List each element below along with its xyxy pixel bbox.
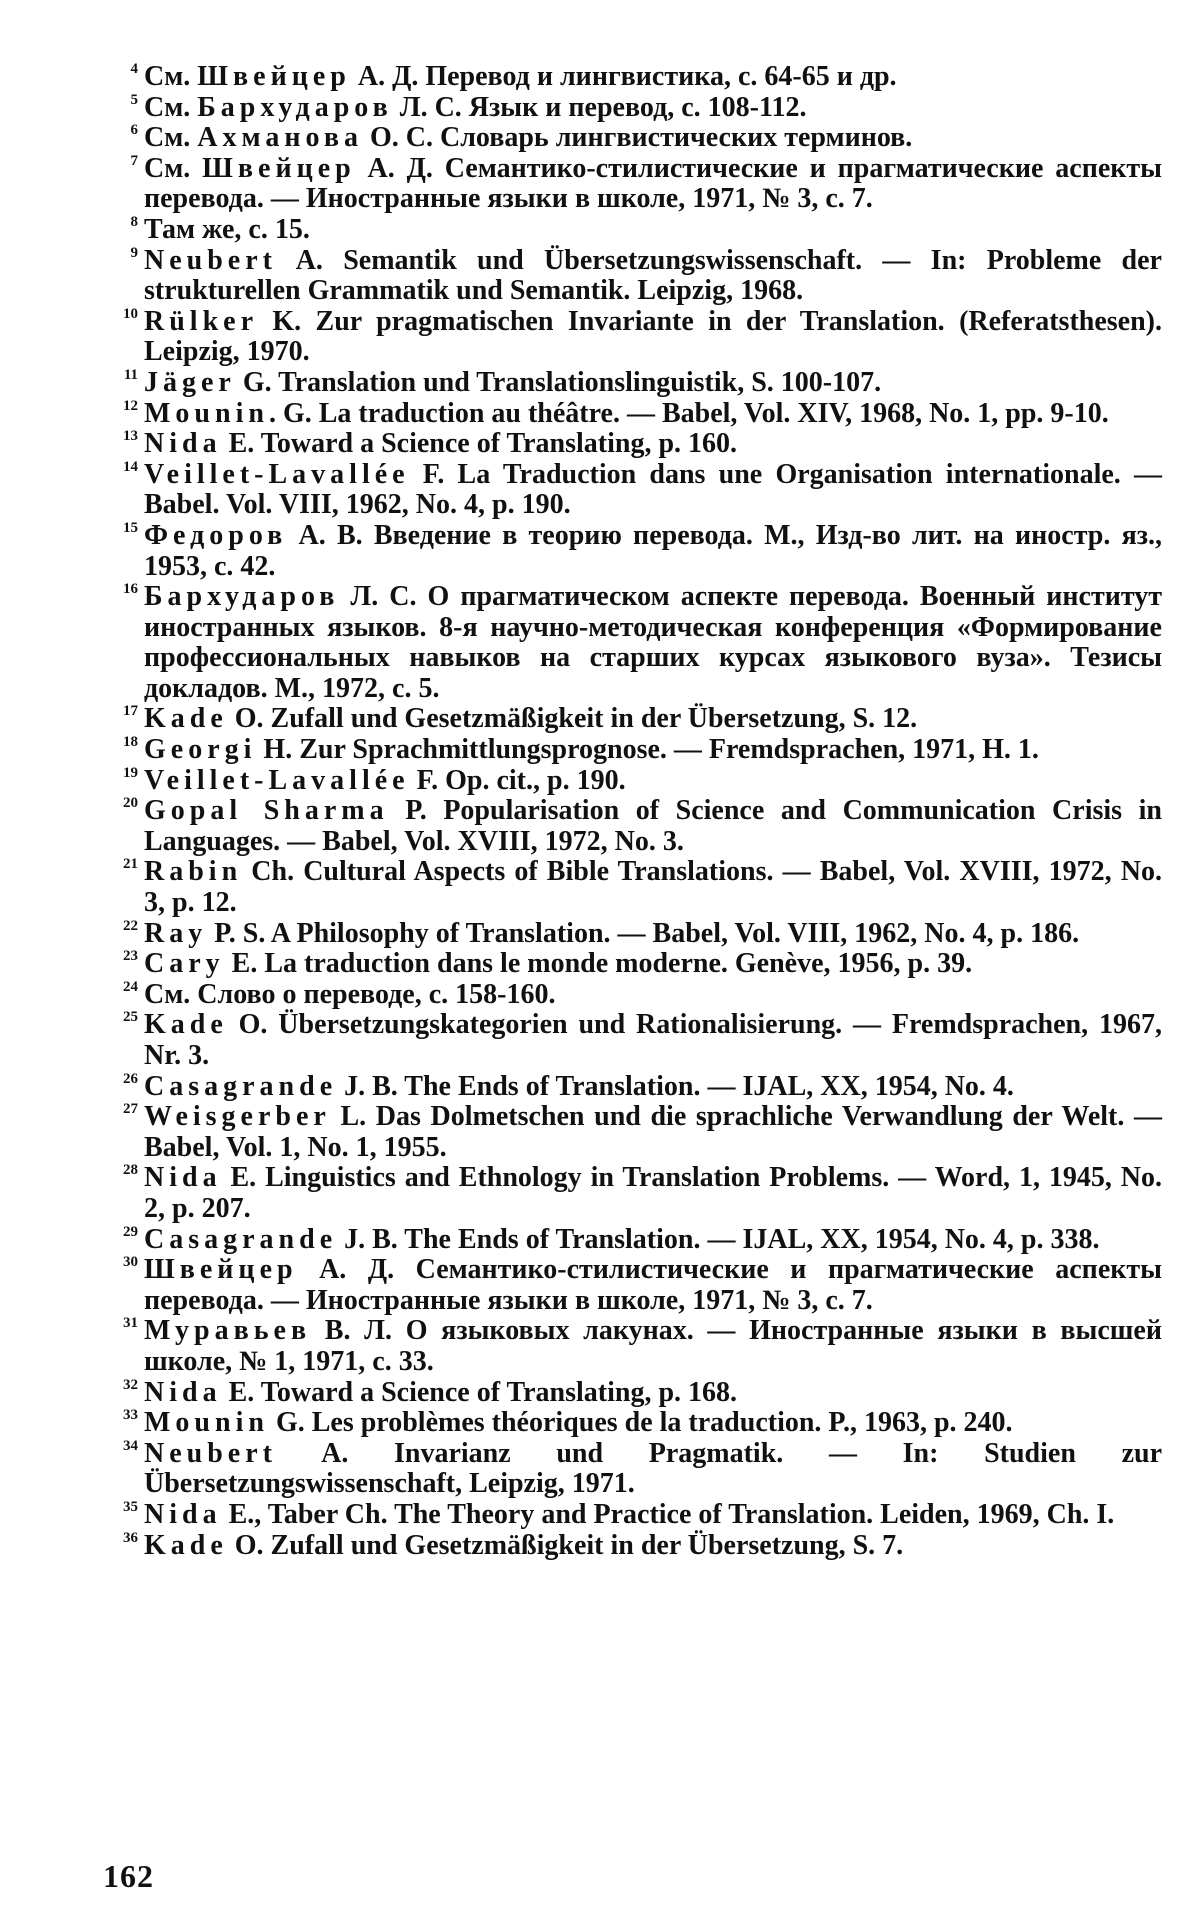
- footnote-number: 30: [123, 1254, 138, 1271]
- footnote-author: Nida: [144, 1498, 222, 1530]
- footnote-author: Weisgerber: [144, 1101, 331, 1133]
- footnote-item: [110, 1316, 1162, 1377]
- footnote-text: H. Zur Sprachmittlungsprognose. — Fremdsprachen, 1971, H. 1.: [256, 734, 1039, 766]
- footnote-text: В. Л. О языковых лакунах. — Иностранные языки в высшей школе, № 1, 1971, с. 33.: [144, 1315, 1162, 1377]
- footnote-text: F. La Traduction dans une Organisation internationale. — Babel. Vol. VIII, 1962, No. 4, p. 190.: [144, 458, 1162, 521]
- footnotes-page: [110, 62, 1162, 1561]
- footnote-text: E. La traduction dans le monde moderne. Genève, 1956, p. 39.: [224, 948, 973, 980]
- footnote-item: [110, 704, 1162, 735]
- footnote-author: Veillet-Lavallée: [144, 764, 410, 796]
- footnote-item: [110, 582, 1162, 704]
- footnote-item: [110, 93, 1162, 124]
- footnote-number: 34: [123, 1437, 138, 1454]
- footnote-number: 19: [123, 764, 138, 781]
- footnote-item: [110, 1102, 1162, 1163]
- footnote-text: J. B. The Ends of Translation. — IJAL, XX, 1954, No. 4, p. 338.: [337, 1223, 1100, 1255]
- footnote-number: 18: [123, 734, 138, 751]
- footnote-author: Cary: [144, 948, 225, 980]
- footnote-item: [110, 123, 1162, 154]
- footnote-author: Gopal Sharma: [144, 795, 389, 827]
- footnote-item: [110, 766, 1162, 797]
- footnote-text: K. Zur pragmatischen Invariante in der Translation. (Referatsthesen). Leipzig, 1970.: [144, 305, 1162, 368]
- footnote-author: Бархударов: [197, 91, 393, 123]
- footnote-text: Там же, с. 15.: [144, 213, 310, 245]
- footnote-text: E. Linguistics and Ethnology in Translation Problems. — Word, 1, 1945, No. 2, p. 207.: [144, 1162, 1162, 1224]
- footnote-text: A. Semantik und Übersetzungswissenschaft. — In: Probleme der strukturellen Grammatik und Semantik. Leipzig, 1968.: [144, 244, 1162, 307]
- footnote-text: E. Toward a Science of Translating, p. 168.: [221, 1376, 738, 1408]
- footnote-item: [110, 1439, 1162, 1500]
- footnote-author: Neubert: [144, 1437, 277, 1469]
- footnote-number: 21: [123, 856, 138, 873]
- footnote-author: Veillet-Lavallée: [144, 458, 410, 490]
- footnote-number: 36: [123, 1529, 138, 1546]
- footnote-text: P. S. A Philosophy of Translation. — Babel, Vol. VIII, 1962, No. 4, p. 186.: [207, 917, 1080, 949]
- footnote-list: [110, 62, 1162, 1561]
- footnote-text: А. Д. Перевод и лингвистика, с. 64-65 и др.: [350, 61, 897, 92]
- footnote-number: 23: [123, 948, 138, 965]
- footnote-number: 17: [123, 703, 138, 720]
- footnote-text: E., Taber Ch. The Theory and Practice of Translation. Leiden, 1969, Ch. I.: [221, 1498, 1115, 1530]
- footnote-item: [110, 154, 1162, 215]
- footnote-item: [110, 1378, 1162, 1409]
- footnote-item: [110, 980, 1162, 1011]
- footnote-number: 10: [123, 305, 138, 322]
- footnote-text: G. Les problèmes théoriques de la traduction. P., 1963, p. 240.: [268, 1407, 1013, 1439]
- footnote-text: О. С. Словарь лингвистических терминов.: [362, 122, 913, 154]
- footnote-number: 4: [130, 61, 138, 77]
- footnote-text: O. Zufall und Gesetzmäßigkeit in der Übersetzung, S. 7.: [227, 1529, 904, 1561]
- footnote-prefix: См.: [144, 122, 198, 154]
- footnote-text: J. B. The Ends of Translation. — IJAL, XX, 1954, No. 4.: [337, 1070, 1014, 1102]
- footnote-text: . G. La traduction au théâtre. — Babel, Vol. XIV, 1968, No. 1, pp. 9-10.: [268, 397, 1109, 429]
- footnote-item: [110, 1225, 1162, 1256]
- footnote-author: Jäger: [144, 366, 236, 398]
- footnote-item: [110, 1163, 1162, 1224]
- footnote-number: 12: [123, 397, 138, 414]
- footnote-author: Муравьев: [144, 1315, 312, 1347]
- footnote-text: G. Translation und Translationslinguistik, S. 100-107.: [235, 366, 882, 398]
- footnote-author: Kade: [144, 1009, 228, 1041]
- footnote-author: Rülker: [144, 305, 258, 337]
- page-number: 162: [103, 1858, 154, 1894]
- footnote-prefix: См.: [144, 152, 203, 184]
- footnote-author: Nida: [144, 1376, 222, 1408]
- footnote-text: Ch. Cultural Aspects of Bible Translations. — Babel, Vol. XVIII, 1972, No. 3, p. 12.: [144, 856, 1162, 919]
- footnote-prefix: См.: [144, 91, 198, 123]
- footnote-item: [110, 368, 1162, 399]
- footnote-author: Ахманова: [197, 122, 363, 154]
- footnote-number: 8: [130, 213, 138, 230]
- footnote-author: Kade: [144, 703, 228, 735]
- footnote-text: F. Op. cit., p. 190.: [409, 764, 626, 796]
- footnote-number: 13: [123, 428, 138, 445]
- footnote-item: [110, 62, 1162, 93]
- footnote-item: [110, 1500, 1162, 1531]
- footnote-item: [110, 1531, 1162, 1562]
- footnote-item: [110, 1255, 1162, 1316]
- footnote-item: [110, 949, 1162, 980]
- footnote-item: [110, 919, 1162, 950]
- footnote-author: Nida: [144, 428, 222, 460]
- footnote-text: L. Das Dolmetschen und die sprachliche Verwandlung der Welt. — Babel, Vol. 1, No. 1, 1955.: [144, 1101, 1162, 1163]
- footnote-item: [110, 735, 1162, 766]
- footnote-text: А. Д. Семантико-стилистические и прагматические аспекты перевода. — Иностранные языки в школе, 1971, № 3, с. 7.: [144, 152, 1162, 215]
- footnote-number: 5: [130, 91, 138, 108]
- footnote-number: 20: [123, 795, 138, 812]
- footnote-item: [110, 215, 1162, 246]
- footnote-number: 6: [130, 122, 138, 139]
- footnote-text: Л. С. Язык и перевод, с. 108-112.: [392, 91, 807, 123]
- footnote-number: 7: [130, 152, 138, 169]
- footnote-author: Швейцер: [202, 152, 356, 184]
- footnote-author: Ray: [144, 917, 208, 949]
- footnote-author: Neubert: [144, 244, 277, 276]
- footnote-text: А. В. Введение в теорию перевода. М., Изд-во лит. на иностр. яз., 1953, с. 42.: [144, 519, 1162, 582]
- footnote-text: А. Д. Семантико-стилистические и прагматические аспекты перевода. — Иностранные языки в школе, 1971, № 3, с. 7.: [144, 1254, 1162, 1316]
- footnote-number: 16: [123, 581, 138, 598]
- footnote-item: [110, 521, 1162, 582]
- footnote-author: Бархударов: [144, 581, 340, 613]
- footnote-text: E. Toward a Science of Translating, p. 160.: [221, 428, 738, 460]
- footnote-number: 32: [123, 1376, 138, 1393]
- footnote-text: O. Zufall und Gesetzmäßigkeit in der Übersetzung, S. 12.: [227, 703, 918, 735]
- footnote-author: Casagrande: [144, 1070, 338, 1102]
- footnote-item: [110, 429, 1162, 460]
- footnote-number: 9: [130, 244, 138, 261]
- footnote-author: Casagrande: [144, 1223, 338, 1255]
- footnote-author: Georgi: [144, 734, 257, 766]
- footnote-number: 25: [123, 1009, 138, 1026]
- footnote-item: [110, 1408, 1162, 1439]
- footnote-item: [110, 246, 1162, 307]
- footnote-text: См. Слово о переводе, с. 158-160.: [144, 978, 556, 1010]
- footnote-number: 33: [123, 1407, 138, 1424]
- footnote-item: [110, 460, 1162, 521]
- footnote-author: Mounin: [144, 397, 269, 429]
- footnote-author: Швейцер: [197, 61, 351, 92]
- footnote-number: 15: [123, 519, 138, 536]
- footnote-number: 31: [123, 1315, 138, 1332]
- footnote-number: 22: [123, 917, 138, 934]
- footnote-number: 14: [123, 458, 138, 475]
- footnote-number: 24: [123, 978, 138, 995]
- footnote-text: A. Invarianz und Pragmatik. — In: Studien zur Übersetzungswissenschaft, Leipzig, 1971.: [144, 1437, 1162, 1500]
- footnote-item: [110, 399, 1162, 430]
- footnote-author: Федоров: [144, 519, 288, 551]
- footnote-item: [110, 1010, 1162, 1071]
- footnote-text: Л. С. О прагматическом аспекте перевода. Военный институт иностранных языков. 8-я научно-методическая конференция «Формирование профессиональных навыков на старших курсах языкового вуза». Тезисы докладов. М., 1972, с. 5.: [144, 581, 1162, 704]
- footnote-item: [110, 796, 1162, 857]
- footnote-author: Mounin: [144, 1407, 269, 1439]
- footnote-number: 28: [123, 1162, 138, 1179]
- footnote-author: Nida: [144, 1162, 222, 1194]
- footnote-text: O. Übersetzungskategorien und Rationalisierung. — Fremdsprachen, 1967, Nr. 3.: [144, 1009, 1162, 1071]
- footnote-author: Швейцер: [144, 1254, 298, 1286]
- footnote-item: [110, 307, 1162, 368]
- footnote-author: Kade: [144, 1529, 228, 1561]
- footnote-number: 27: [123, 1101, 138, 1118]
- footnote-number: 26: [123, 1070, 138, 1087]
- footnote-item: [110, 1072, 1162, 1103]
- footnote-prefix: См.: [144, 61, 198, 92]
- footnote-text: P. Popularisation of Science and Communication Crisis in Languages. — Babel, Vol. XVIII, 1972, No. 3.: [144, 795, 1162, 857]
- footnote-item: [110, 857, 1162, 918]
- footnote-author: Rabin: [144, 856, 243, 888]
- footnote-number: 11: [123, 366, 138, 383]
- footnote-number: 29: [123, 1223, 138, 1240]
- footnote-number: 35: [123, 1498, 138, 1515]
